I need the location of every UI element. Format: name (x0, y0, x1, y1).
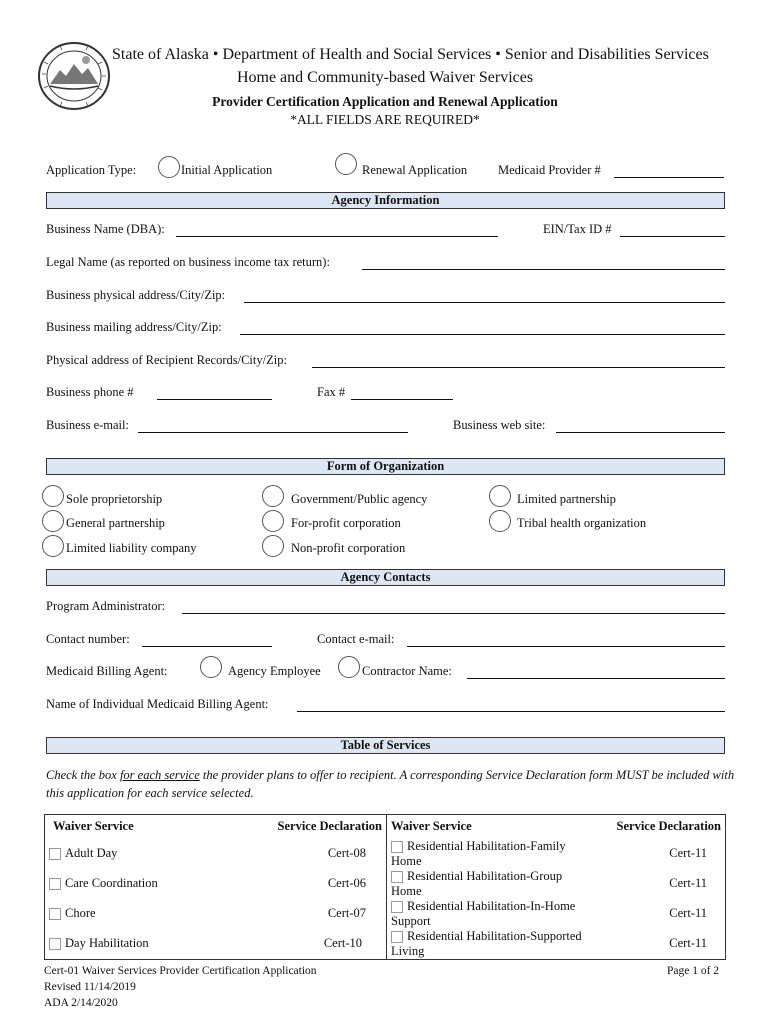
agency-information-header: Agency Information (46, 192, 725, 209)
fax-label: Fax # (317, 385, 346, 399)
initial-application-radio[interactable] (158, 156, 180, 178)
footer-revised: Revised 11/14/2019 (44, 981, 136, 993)
tribal-health-radio[interactable] (489, 510, 511, 532)
contact-email-field[interactable] (407, 634, 725, 647)
renewal-application-radio[interactable] (335, 153, 357, 175)
services-instructions: Check the box for each service the provider plans to offer to recipient. A corresponding Service Declaration form MUST be included with this application for each service selected. (46, 768, 735, 800)
limited-partnership-label: Limited partnership (517, 492, 616, 506)
col-waiver-service-left: Waiver Service (53, 819, 134, 834)
legal-name-field[interactable] (362, 257, 725, 270)
llc-radio[interactable] (42, 535, 64, 557)
service-name: Day Habilitation (65, 936, 149, 950)
res-hab-group-home-checkbox[interactable] (391, 871, 403, 883)
mailing-address-field[interactable] (240, 322, 725, 335)
service-name: Residential Habilitation-Group Home (391, 868, 563, 898)
contractor-name-label: Contractor Name: (362, 664, 452, 678)
service-name: Care Coordination (65, 876, 158, 890)
individual-agent-label: Name of Individual Medicaid Billing Agent: (46, 697, 269, 711)
billing-agent-label: Medicaid Billing Agent: (46, 664, 168, 678)
agency-employee-radio[interactable] (200, 656, 222, 678)
ein-label: EIN/Tax ID # (543, 222, 612, 236)
business-email-field[interactable] (138, 420, 408, 433)
non-profit-radio[interactable] (262, 535, 284, 557)
business-name-field[interactable] (176, 224, 498, 237)
program-admin-label: Program Administrator: (46, 599, 166, 613)
contractor-radio[interactable] (338, 656, 360, 678)
table-row (45, 899, 726, 929)
service-cert: Cert-06 (247, 869, 387, 899)
res-hab-in-home-support-checkbox[interactable] (391, 901, 403, 913)
for-profit-label: For-profit corporation (291, 516, 401, 530)
business-phone-field[interactable] (157, 387, 272, 400)
physical-address-label: Business physical address/City/Zip: (46, 288, 226, 302)
table-of-services-header: Table of Services (46, 737, 725, 754)
fax-field[interactable] (351, 387, 453, 400)
sole-proprietorship-label: Sole proprietorship (66, 492, 163, 506)
care-coordination-checkbox[interactable] (49, 878, 61, 890)
footer-ada: ADA 2/14/2020 (44, 997, 118, 1009)
adult-day-checkbox[interactable] (49, 848, 61, 860)
service-cert: Cert-11 (669, 906, 707, 920)
business-website-label: Business web site: (453, 418, 546, 432)
contractor-name-field[interactable] (467, 666, 725, 679)
res-hab-supported-living-checkbox[interactable] (391, 931, 403, 943)
service-cert: Cert-11 (669, 846, 707, 860)
service-cert: Cert-11 (669, 876, 707, 890)
contact-email-label: Contact e-mail: (317, 632, 395, 646)
required-note: *ALL FIELDS ARE REQUIRED* (290, 112, 480, 127)
footer-page-number: Page 1 of 2 (667, 965, 720, 977)
tribal-health-label: Tribal health organization (517, 516, 647, 530)
form-of-organization-header: Form of Organization (46, 458, 725, 475)
for-profit-radio[interactable] (262, 510, 284, 532)
business-phone-label: Business phone # (46, 385, 134, 399)
table-row (45, 929, 726, 960)
llc-label: Limited liability company (66, 541, 197, 555)
service-cert: Cert-08 (247, 839, 387, 869)
medicaid-provider-field[interactable] (614, 165, 724, 178)
government-agency-radio[interactable] (262, 485, 284, 507)
physical-address-field[interactable] (244, 290, 725, 303)
records-address-field[interactable] (312, 355, 725, 368)
chore-checkbox[interactable] (49, 908, 61, 920)
form-title: Provider Certification Application and Renewal Application (212, 94, 558, 109)
contact-number-label: Contact number: (46, 632, 130, 646)
col-declaration-left: Service Declaration (247, 815, 387, 839)
contact-number-field[interactable] (142, 634, 272, 647)
col-declaration-right: Service Declaration (616, 819, 721, 834)
res-hab-family-home-checkbox[interactable] (391, 841, 403, 853)
service-cert: Cert-07 (247, 899, 387, 929)
services-table-header (45, 815, 726, 839)
services-table (44, 814, 726, 960)
program-admin-field[interactable] (182, 601, 725, 614)
general-partnership-label: General partnership (66, 516, 165, 530)
col-waiver-service-right: Waiver Service (391, 819, 472, 834)
individual-agent-field[interactable] (297, 699, 725, 712)
limited-partnership-radio[interactable] (489, 485, 511, 507)
agency-employee-label: Agency Employee (228, 664, 321, 678)
day-habilitation-checkbox[interactable] (49, 938, 61, 950)
service-name: Chore (65, 906, 96, 920)
medicaid-provider-label: Medicaid Provider # (498, 163, 601, 177)
service-cert: Cert-10 (247, 929, 387, 960)
application-type-label: Application Type: (46, 163, 137, 177)
general-partnership-radio[interactable] (42, 510, 64, 532)
non-profit-label: Non-profit corporation (291, 541, 406, 555)
footer-form-name: Cert-01 Waiver Services Provider Certification Application (44, 965, 317, 977)
agency-contacts-header: Agency Contacts (46, 569, 725, 586)
business-name-label: Business Name (DBA): (46, 222, 165, 236)
header-line-2: Home and Community-based Waiver Services (236, 69, 534, 86)
service-cert: Cert-11 (669, 936, 707, 950)
ein-field[interactable] (620, 224, 725, 237)
legal-name-label: Legal Name (as reported on business income tax return): (46, 255, 330, 269)
government-agency-label: Government/Public agency (291, 492, 428, 506)
business-email-label: Business e-mail: (46, 418, 129, 432)
service-name: Residential Habilitation-Family Home (391, 838, 566, 868)
records-address-label: Physical address of Recipient Records/City/Zip: (46, 353, 287, 367)
initial-application-label: Initial Application (181, 163, 273, 177)
table-row (45, 869, 726, 899)
table-row (45, 839, 726, 869)
mailing-address-label: Business mailing address/City/Zip: (46, 320, 222, 334)
service-name: Adult Day (65, 846, 118, 860)
service-name: Residential Habilitation-In-Home Support (391, 898, 576, 928)
business-website-field[interactable] (556, 420, 725, 433)
renewal-application-label: Renewal Application (362, 163, 468, 177)
header-line-1: State of Alaska • Department of Health and Social Services • Senior and Disabilities Services (112, 46, 709, 63)
service-name: Residential Habilitation-Supported Living (391, 928, 582, 958)
sole-proprietorship-radio[interactable] (42, 485, 64, 507)
